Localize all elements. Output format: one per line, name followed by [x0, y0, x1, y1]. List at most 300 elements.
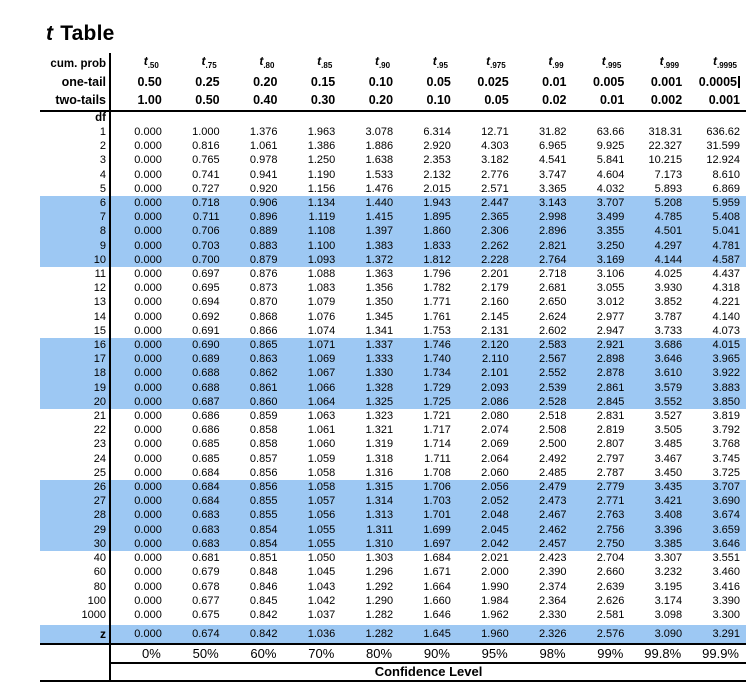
value-cell — [168, 239, 226, 253]
value-cell-text: 9.925 — [596, 140, 625, 153]
value-cell — [283, 125, 341, 139]
value-cell — [688, 381, 746, 395]
value-cell — [630, 508, 688, 522]
t-header-cell — [110, 53, 168, 74]
value-cell — [226, 295, 284, 309]
two-tails-value-cell — [283, 91, 341, 111]
value-cell-text: 1.100 — [307, 239, 336, 252]
value-cell — [283, 537, 341, 551]
value-cell-text: 1.282 — [365, 608, 394, 621]
value-cell — [399, 295, 457, 309]
confidence-percent-cell — [341, 644, 399, 663]
value-cell — [630, 494, 688, 508]
z-value-cell — [168, 625, 226, 644]
value-cell-text: 1.771 — [423, 296, 451, 309]
value-cell — [168, 608, 226, 622]
value-cell-text: 0.706 — [192, 225, 220, 238]
value-cell — [515, 508, 573, 522]
value-cell-text: 3.674 — [712, 509, 740, 522]
value-cell — [515, 537, 573, 551]
value-cell — [688, 452, 746, 466]
value-cell-text: 0.873 — [249, 282, 278, 295]
value-cell-text: 1.708 — [423, 466, 451, 479]
value-cell-text: 2.064 — [481, 452, 509, 465]
value-cell — [573, 395, 631, 409]
value-cell — [630, 366, 688, 380]
value-cell — [688, 139, 746, 153]
value-cell-text: 2.021 — [481, 552, 509, 565]
value-cell-text: 2.485 — [538, 466, 567, 479]
value-cell — [515, 224, 573, 238]
value-cell — [168, 480, 226, 494]
table-row — [40, 182, 746, 196]
value-cell-text: 1.646 — [423, 608, 451, 621]
confidence-percent-cell-text: 70% — [308, 646, 335, 662]
value-cell-text: 0.868 — [249, 310, 278, 323]
value-cell — [573, 139, 631, 153]
value-cell-text: 2.500 — [538, 438, 567, 451]
value-cell — [226, 466, 284, 480]
value-cell — [457, 224, 515, 238]
value-cell-text: 0.000 — [134, 225, 162, 238]
one-tail-value-cell-text: 0.05 — [426, 75, 451, 89]
value-cell-text: 5.959 — [712, 197, 740, 210]
value-cell-text: 0.703 — [192, 239, 220, 252]
z-value-cell-text: 0.674 — [192, 628, 220, 641]
value-cell — [399, 523, 457, 537]
value-cell-text: 0.000 — [134, 395, 162, 408]
value-cell-text: 1.088 — [307, 268, 336, 281]
value-cell-text: 1.328 — [365, 381, 394, 394]
value-cell — [341, 466, 399, 480]
value-cell-text: 2.763 — [596, 509, 625, 522]
value-cell — [283, 395, 341, 409]
value-cell-text: 0.896 — [249, 211, 278, 224]
value-cell — [399, 381, 457, 395]
df-cell — [40, 551, 110, 565]
df-cell — [40, 153, 110, 167]
t-symbol: t — [486, 54, 491, 68]
value-cell-text: 0.684 — [192, 466, 220, 479]
table-row — [40, 480, 746, 494]
value-cell — [226, 182, 284, 196]
value-cell — [688, 366, 746, 380]
value-cell — [630, 395, 688, 409]
value-cell-text: 1.316 — [365, 466, 394, 479]
table-row — [40, 310, 746, 324]
z-value-cell — [515, 625, 573, 644]
value-cell-text: 4.318 — [712, 282, 740, 295]
table-row — [40, 594, 746, 608]
value-cell-text: 1.064 — [307, 395, 336, 408]
value-cell-text: 0.000 — [134, 381, 162, 394]
t-subscript: .80 — [263, 61, 275, 70]
value-cell — [168, 139, 226, 153]
value-cell-text: 4.501 — [654, 225, 683, 238]
value-cell — [341, 310, 399, 324]
value-cell — [110, 594, 168, 608]
value-cell — [515, 423, 573, 437]
value-cell — [457, 551, 515, 565]
value-cell-text: 0.000 — [134, 552, 162, 565]
df-cell — [40, 466, 110, 480]
header-row-cum-prob — [40, 53, 746, 74]
value-cell — [688, 210, 746, 224]
value-cell — [399, 239, 457, 253]
one-tail-value-cell — [457, 74, 515, 91]
value-cell — [515, 196, 573, 210]
value-cell — [457, 423, 515, 437]
df-cell — [40, 253, 110, 267]
value-cell — [399, 423, 457, 437]
df-header-empty-cell — [515, 111, 573, 125]
value-cell-text: 1.325 — [365, 395, 394, 408]
t-header-cell — [630, 53, 688, 74]
value-cell-text: 2.132 — [423, 168, 451, 181]
z-value-cell-text: 0.000 — [134, 628, 162, 641]
value-cell — [688, 324, 746, 338]
value-cell-text: 0.681 — [192, 552, 220, 565]
t-subscript: .975 — [490, 61, 506, 70]
value-cell — [457, 366, 515, 380]
df-cell — [40, 125, 110, 139]
value-cell — [630, 239, 688, 253]
value-cell-text: 2.110 — [481, 353, 509, 366]
value-cell-text: 1.337 — [365, 339, 394, 352]
value-cell — [573, 338, 631, 352]
value-cell — [457, 537, 515, 551]
value-cell-text: 1.156 — [307, 182, 336, 195]
df-cell-text: 26 — [93, 481, 107, 494]
t-symbol: t — [143, 54, 148, 68]
value-cell-text: 1.134 — [307, 197, 336, 210]
value-cell — [457, 508, 515, 522]
value-cell-text: 5.841 — [596, 154, 625, 167]
value-cell — [226, 196, 284, 210]
df-cell-text: 8 — [99, 225, 107, 238]
value-cell-text: 2.000 — [481, 566, 509, 579]
value-cell — [515, 395, 573, 409]
value-cell — [399, 324, 457, 338]
confidence-empty-label-cell — [40, 644, 110, 663]
t-header-cell — [457, 53, 515, 74]
value-cell-text: 4.297 — [654, 239, 683, 252]
value-cell — [573, 239, 631, 253]
value-cell — [515, 551, 573, 565]
value-cell-text: 1.963 — [307, 126, 336, 138]
value-cell — [341, 153, 399, 167]
value-cell-text: 2.131 — [481, 324, 509, 337]
value-cell-text: 2.473 — [538, 495, 567, 508]
z-label-cell-text: z — [100, 627, 107, 642]
value-cell — [515, 153, 573, 167]
value-cell-text: 1.083 — [307, 282, 336, 295]
value-cell — [283, 480, 341, 494]
value-cell-text: 1.313 — [365, 509, 394, 522]
two-tails-value-cell-text: 0.30 — [310, 93, 336, 107]
two-tails-value-cell-text: 0.50 — [195, 93, 220, 107]
value-cell — [457, 381, 515, 395]
one-tail-value-cell-text: 0.20 — [253, 75, 278, 89]
value-cell — [688, 224, 746, 238]
value-cell-text: 1.383 — [365, 239, 394, 252]
value-cell — [399, 168, 457, 182]
value-cell-text: 0.000 — [134, 367, 162, 380]
value-cell — [515, 182, 573, 196]
value-cell-text: 3.930 — [654, 282, 683, 295]
value-cell-text: 0.688 — [192, 367, 220, 380]
value-cell — [341, 395, 399, 409]
df-cell-text: 24 — [93, 452, 107, 465]
value-cell — [573, 608, 631, 622]
value-cell — [341, 580, 399, 594]
value-cell-text: 1.045 — [307, 566, 336, 579]
two-tails-value-cell — [341, 91, 399, 111]
value-cell — [688, 267, 746, 281]
value-cell — [515, 608, 573, 622]
confidence-percent-cell — [283, 644, 341, 663]
value-cell — [226, 480, 284, 494]
two-tails-value-cell-text: 0.01 — [599, 93, 625, 107]
value-cell-text: 1.706 — [423, 481, 451, 494]
value-cell-text: 0.845 — [249, 594, 278, 607]
value-cell — [630, 267, 688, 281]
value-cell-text: 3.725 — [712, 466, 740, 479]
value-cell — [515, 466, 573, 480]
df-cell — [40, 267, 110, 281]
two-tails-value-cell — [110, 91, 168, 111]
value-cell — [226, 565, 284, 579]
value-cell-text: 2.015 — [423, 182, 451, 195]
value-cell — [688, 125, 746, 139]
confidence-level-label-text: Confidence Level — [374, 664, 483, 680]
df-header-empty-cell — [283, 111, 341, 125]
value-cell-text: 0.920 — [249, 182, 278, 195]
value-cell-text: 1.345 — [365, 310, 394, 323]
value-cell — [341, 338, 399, 352]
value-cell-text: 3.733 — [654, 324, 683, 337]
value-cell-text: 0.695 — [192, 282, 220, 295]
value-cell — [110, 139, 168, 153]
df-cell-text: 28 — [93, 509, 107, 522]
t-header-cell — [341, 53, 399, 74]
value-cell-text: 0.846 — [249, 580, 278, 593]
confidence-label-row — [40, 663, 746, 681]
value-cell-text: 1.058 — [307, 481, 336, 494]
df-cell — [40, 608, 110, 622]
table-row — [40, 466, 746, 480]
value-cell-text: 3.579 — [654, 381, 683, 394]
value-cell — [630, 125, 688, 139]
value-cell — [110, 210, 168, 224]
value-cell-text: 0.000 — [134, 168, 162, 181]
value-cell — [283, 523, 341, 537]
one-tail-value-cell-text: 0.025 — [477, 75, 509, 89]
value-cell — [688, 239, 746, 253]
value-cell-text: 3.355 — [596, 225, 625, 238]
value-cell — [630, 210, 688, 224]
value-cell — [168, 494, 226, 508]
value-cell — [688, 608, 746, 622]
value-cell-text: 3.768 — [712, 438, 740, 451]
value-cell-text: 0.000 — [134, 154, 162, 167]
table-row — [40, 423, 746, 437]
df-cell — [40, 324, 110, 338]
value-cell — [283, 352, 341, 366]
value-cell — [573, 196, 631, 210]
value-cell — [399, 352, 457, 366]
value-cell — [399, 366, 457, 380]
value-cell — [110, 494, 168, 508]
value-cell-text: 2.878 — [596, 367, 625, 380]
value-cell-text: 1.660 — [423, 594, 451, 607]
value-cell — [110, 224, 168, 238]
value-cell — [630, 168, 688, 182]
value-cell — [688, 352, 746, 366]
one-tail-value-cell — [515, 74, 573, 91]
value-cell-text: 1.296 — [365, 566, 394, 579]
value-cell — [283, 253, 341, 267]
value-cell-text: 1.074 — [307, 324, 336, 337]
value-cell — [399, 196, 457, 210]
df-cell-text: 30 — [93, 537, 107, 550]
value-cell — [630, 551, 688, 565]
value-cell — [341, 523, 399, 537]
value-cell — [688, 466, 746, 480]
value-cell — [283, 153, 341, 167]
value-cell-text: 3.551 — [712, 552, 740, 565]
value-cell-text: 1.638 — [365, 154, 394, 167]
value-cell — [110, 338, 168, 352]
value-cell — [168, 310, 226, 324]
value-cell — [573, 523, 631, 537]
value-cell-text: 1.055 — [307, 537, 336, 550]
value-cell — [457, 523, 515, 537]
value-cell-text: 1.063 — [307, 410, 336, 423]
value-cell-text: 5.893 — [654, 182, 683, 195]
value-cell — [399, 224, 457, 238]
cell-cursor — [738, 76, 740, 88]
value-cell-text: 0.857 — [249, 452, 278, 465]
value-cell-text: 2.920 — [423, 140, 451, 153]
table-row — [40, 281, 746, 295]
value-cell-text: 2.776 — [481, 168, 509, 181]
value-cell — [688, 551, 746, 565]
value-cell-text: 3.365 — [538, 182, 567, 195]
value-cell-text: 4.303 — [481, 140, 509, 153]
value-cell — [110, 295, 168, 309]
value-cell-text: 0.870 — [249, 296, 278, 309]
value-cell-text: 7.173 — [654, 168, 683, 181]
confidence-level-label — [110, 663, 746, 681]
value-cell-text: 0.700 — [192, 253, 220, 266]
value-cell — [341, 281, 399, 295]
one-tail-value-cell — [283, 74, 341, 91]
df-cell — [40, 381, 110, 395]
value-cell-text: 1.000 — [192, 126, 220, 138]
value-cell — [630, 310, 688, 324]
value-cell — [630, 594, 688, 608]
value-cell — [573, 295, 631, 309]
value-cell-text: 2.145 — [481, 310, 509, 323]
value-cell — [688, 182, 746, 196]
value-cell — [283, 310, 341, 324]
value-cell-text: 1.330 — [365, 367, 394, 380]
df-header-empty-cell — [457, 111, 515, 125]
value-cell — [341, 224, 399, 238]
df-cell — [40, 480, 110, 494]
value-cell-text: 8.610 — [712, 168, 740, 181]
two-tails-label: two-tails — [40, 91, 110, 111]
value-cell — [341, 437, 399, 451]
value-cell — [341, 480, 399, 494]
value-cell-text: 3.745 — [712, 452, 740, 465]
one-tail-value-cell-text: 0.005 — [593, 75, 625, 89]
table-row — [40, 153, 746, 167]
value-cell — [399, 452, 457, 466]
value-cell — [688, 153, 746, 167]
value-cell-text: 12.924 — [706, 154, 740, 167]
value-cell — [168, 537, 226, 551]
value-cell-text: 2.896 — [538, 225, 567, 238]
value-cell — [283, 494, 341, 508]
value-cell — [630, 338, 688, 352]
value-cell-text: 2.365 — [481, 211, 509, 224]
value-cell-text: 2.060 — [481, 466, 509, 479]
confidence-percent-cell-text: 99.9% — [702, 646, 739, 662]
value-cell — [515, 594, 573, 608]
z-value-cell-text: 1.282 — [365, 628, 394, 641]
value-cell-text: 1.812 — [423, 253, 451, 266]
value-cell-text: 1.782 — [423, 282, 451, 295]
two-tails-value-cell — [515, 91, 573, 111]
df-header-empty-cell — [399, 111, 457, 125]
df-cell-text: 14 — [93, 310, 107, 323]
value-cell-text: 2.797 — [596, 452, 625, 465]
value-cell-text: 2.069 — [481, 438, 509, 451]
value-cell-text: 2.179 — [481, 282, 509, 295]
value-cell — [110, 182, 168, 196]
value-cell-text: 3.450 — [654, 466, 683, 479]
table-row — [40, 239, 746, 253]
df-cell-text: 19 — [93, 381, 107, 394]
value-cell-text: 3.435 — [654, 481, 683, 494]
value-cell-text: 2.764 — [538, 253, 567, 266]
value-cell — [283, 608, 341, 622]
value-cell — [630, 381, 688, 395]
value-cell-text: 0.941 — [249, 168, 278, 181]
value-cell — [573, 182, 631, 196]
header-row-two-tails — [40, 91, 746, 111]
value-cell — [688, 480, 746, 494]
value-cell-text: 2.364 — [538, 594, 567, 607]
value-cell — [515, 310, 573, 324]
value-cell — [110, 523, 168, 537]
value-cell-text: 1.321 — [365, 424, 394, 437]
value-cell — [515, 324, 573, 338]
value-cell-text: 3.307 — [654, 552, 683, 565]
value-cell — [688, 594, 746, 608]
value-cell-text: 3.232 — [654, 566, 683, 579]
one-tail-value-cell — [573, 74, 631, 91]
value-cell — [341, 196, 399, 210]
value-cell — [168, 267, 226, 281]
page-title — [46, 22, 115, 46]
value-cell-text: 3.610 — [654, 367, 683, 380]
value-cell — [457, 580, 515, 594]
value-cell-text: 1.703 — [423, 495, 451, 508]
table-row — [40, 324, 746, 338]
